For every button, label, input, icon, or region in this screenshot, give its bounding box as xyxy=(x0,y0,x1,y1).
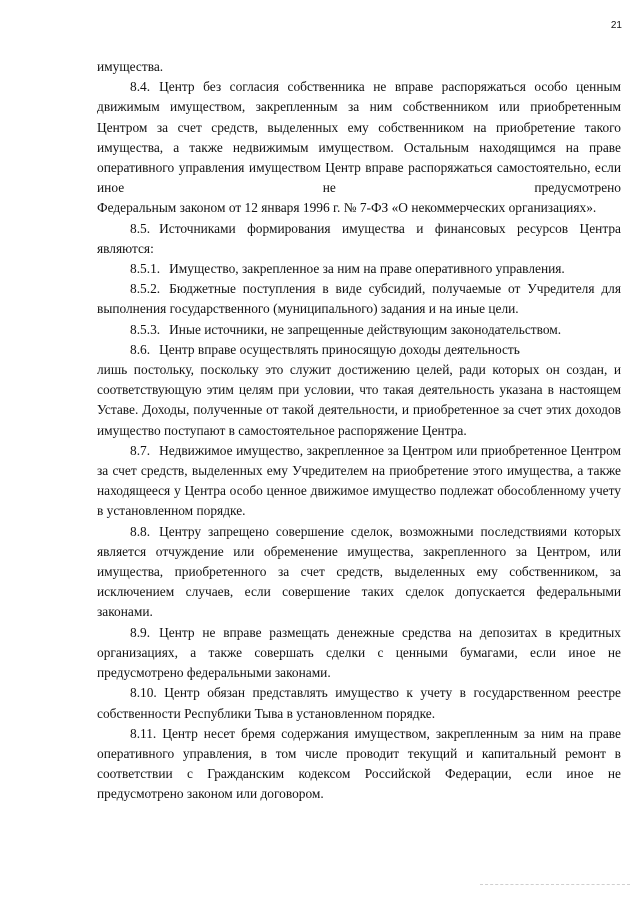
paragraph-text: Центр вправе осуществлять приносящую доходы деятельность xyxy=(159,341,520,357)
paragraph-8-5 xyxy=(97,219,621,259)
clause-number: 8.5.3. xyxy=(130,321,161,337)
clause-number: 8.5.1. xyxy=(130,261,161,277)
document-body xyxy=(97,57,621,805)
clause-number: 8.8. xyxy=(130,523,151,539)
paragraph-8-5-1 xyxy=(97,259,621,279)
paragraph-8-5-2 xyxy=(97,279,621,319)
paragraph-text: Имущество, закрепленное за ним на праве оперативного управления. xyxy=(169,261,565,277)
clause-number: 8.11. xyxy=(130,725,157,741)
paragraph-text: Недвижимое имущество, закрепленное за Центром или приобретенное Центром за счет средств, выделенных ему Учредителем на приобретение этого имущества, а также находящееся у Центра особо ценное движимое имущество подлежат обособленному учету в установленном порядке. xyxy=(97,442,621,519)
clause-number: 8.5.2. xyxy=(130,281,161,297)
paragraph-8-6-cont xyxy=(97,360,621,441)
clause-number: 8.7. xyxy=(130,442,151,458)
paragraph-text: Центр не вправе размещать денежные средства на депозитах в кредитных организациях, а также совершать сделки с ценными бумагами, если иное не предусмотрено федеральными законами. xyxy=(97,624,621,681)
paragraph-text: Источниками формирования имущества и финансовых ресурсов Центра являются: xyxy=(97,220,621,256)
paragraph-8-7 xyxy=(97,441,621,522)
scan-edge-mark xyxy=(480,884,630,887)
paragraph-8-6 xyxy=(97,340,621,360)
paragraph-text: Федеральным законом от 12 января 1996 г. № 7-ФЗ «О некоммерческих организациях». xyxy=(97,200,597,216)
paragraph-continuation xyxy=(97,57,621,77)
paragraph-text: Центр без согласия собственника не вправе распоряжаться особо ценным движимым имуществом, закрепленным за ним собственником или приобретенным Центром за счет средств, выделенных ему собственником на приобретение такого имущества, а также недвижимым имуществом. Остальным находящимся на праве оперативного управления имуществом Центр вправе распоряжаться самостоятельно, если иное не предусмотрено xyxy=(97,79,621,196)
clause-number: 8.9. xyxy=(130,624,151,640)
clause-number: 8.6. xyxy=(130,341,151,357)
paragraph-text: лишь постольку, поскольку это служит достижению целей, ради которых он создан, и соответствующую этим целям при условии, что такая деятельность указана в настоящем Уставе. Доходы, полученные от такой деятельности, и приобретенное за счет этих доходов имущество поступают в самостоятельное распоряжение Центра. xyxy=(97,362,621,438)
paragraph-8-9 xyxy=(97,623,621,684)
paragraph-text: Центр несет бремя содержания имуществом, закрепленным за ним на праве оперативного управления, в том числе проводит текущий и капитальный ремонт в соответствии с Гражданским кодексом Российской Федерации, если иное не предусмотрено законом или договором. xyxy=(97,725,621,802)
paragraph-text: Центру запрещено совершение сделок, возможными последствиями которых является отчуждение или обременение имущества, закрепленного за Центром, или имущества, приобретенного за счет средств, выделенных ему собственником, за исключением случаев, если совершение таких сделок допускается федеральными законами. xyxy=(97,523,621,620)
paragraph-text: Иные источники, не запрещенные действующим законодательством. xyxy=(169,321,562,337)
paragraph-8-10 xyxy=(97,683,621,723)
clause-number: 8.10. xyxy=(130,685,157,701)
paragraph-text: Бюджетные поступления в виде субсидий, получаемые от Учредителя для выполнения государственного (муниципального) задания и на иные цели. xyxy=(97,281,621,317)
clause-number: 8.4. xyxy=(130,79,151,95)
paragraph-8-5-3 xyxy=(97,320,621,340)
paragraph-8-8 xyxy=(97,522,621,623)
page-number: 21 xyxy=(610,20,622,31)
paragraph-8-11 xyxy=(97,724,621,805)
paragraph-text: имущества. xyxy=(97,59,164,74)
paragraph-text: Центр обязан представлять имущество к учету в государственном реестре собственности Республики Тыва в установленном порядке. xyxy=(97,685,621,721)
paragraph-8-4-cont xyxy=(97,198,621,218)
paragraph-8-4 xyxy=(97,77,621,198)
clause-number: 8.5. xyxy=(130,220,151,236)
